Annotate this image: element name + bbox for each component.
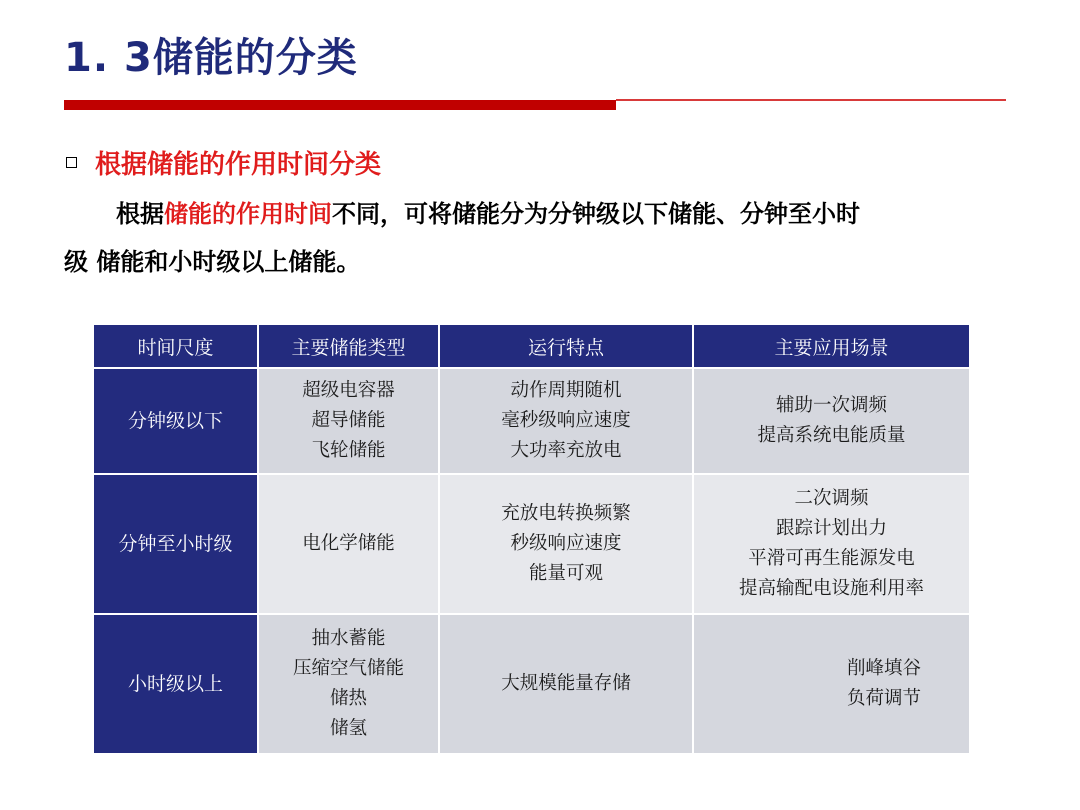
application: 削峰填谷	[846, 658, 921, 679]
feature: 充放电转换频繁	[501, 503, 631, 524]
storage-type: 储热	[329, 688, 367, 709]
time-scale-cell: 小时级以上	[93, 614, 258, 754]
feature: 能量可观	[528, 563, 603, 584]
storage-type: 超级电容器	[302, 380, 395, 401]
time-scale-cell: 分钟级以下	[93, 368, 258, 474]
table-row	[93, 368, 970, 474]
application: 辅助一次调频	[775, 395, 887, 416]
intro-highlight: 储能的作用时间	[164, 200, 332, 228]
intro-rest: 不同，可将储能分为分钟级以下储能、分钟至小时	[332, 200, 860, 228]
table-row	[93, 474, 970, 614]
header-features: 运行特点	[439, 324, 693, 368]
storage-type: 储氢	[329, 718, 367, 739]
time-scale-cell: 分钟至小时级	[93, 474, 258, 614]
header-time-scale: 时间尺度	[93, 324, 258, 368]
title-underline-bar	[64, 100, 616, 110]
application: 跟踪计划出力	[775, 518, 887, 539]
features-cell	[439, 474, 693, 614]
applications-cell	[693, 474, 970, 614]
intro-paragraph-line-2: 级 储能和小时级以上储能。	[64, 248, 361, 276]
square-bullet-icon	[66, 157, 77, 168]
table-header-row	[93, 324, 970, 368]
feature: 毫秒级响应速度	[501, 410, 631, 431]
applications-cell	[693, 368, 970, 474]
storage-type: 电化学储能	[302, 533, 395, 554]
section-heading	[66, 144, 381, 181]
application: 二次调频	[794, 488, 869, 509]
storage-type: 压缩空气储能	[292, 658, 404, 679]
application: 提高输配电设施利用率	[738, 578, 924, 599]
applications-cell	[693, 614, 970, 754]
title-underline-line	[616, 99, 1006, 101]
application: 提高系统电能质量	[757, 425, 906, 446]
section-heading-text: 根据储能的作用时间分类	[95, 150, 382, 180]
storage-type: 抽水蓄能	[311, 628, 386, 649]
feature: 大功率充放电	[510, 440, 622, 461]
energy-storage-classification-table	[92, 323, 971, 755]
feature: 秒级响应速度	[510, 533, 622, 554]
storage-type-cell	[258, 474, 439, 614]
storage-type-cell	[258, 614, 439, 754]
intro-paragraph-line-1	[64, 194, 964, 229]
header-storage-type: 主要储能类型	[258, 324, 439, 368]
application: 负荷调节	[846, 688, 921, 709]
slide-title: 1. 3储能的分类	[64, 35, 358, 81]
intro-lead: 根据	[116, 200, 164, 228]
feature: 动作周期随机	[510, 380, 622, 401]
storage-type: 超导储能	[311, 410, 386, 431]
table-row	[93, 614, 970, 754]
storage-type-cell	[258, 368, 439, 474]
storage-type: 飞轮储能	[311, 440, 386, 461]
features-cell	[439, 614, 693, 754]
feature: 大规模能量存储	[501, 673, 631, 694]
header-applications: 主要应用场景	[693, 324, 970, 368]
features-cell	[439, 368, 693, 474]
application: 平滑可再生能源发电	[748, 548, 915, 569]
